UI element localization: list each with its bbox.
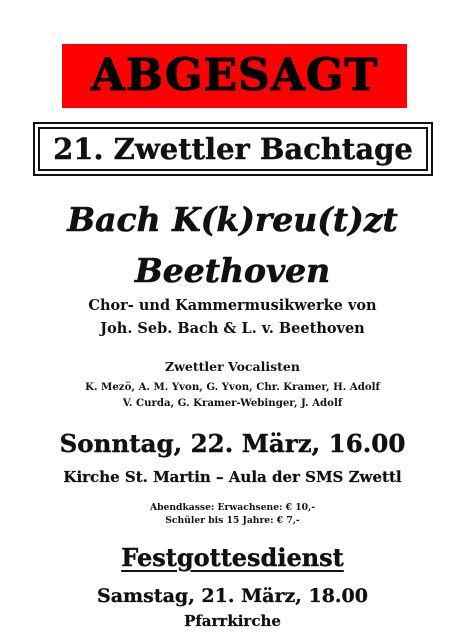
concert-venue: Kirche St. Martin – Aula der SMS Zwettl [63, 468, 402, 486]
service-place: Pfarrkirche [184, 612, 281, 630]
festival-title-box [33, 122, 433, 176]
concert-title-line-2: Beethoven [134, 251, 331, 290]
concert-title-line-1: Bach K(k)reu(t)zt [67, 200, 398, 239]
concert-date: Sonntag, 22. März, 16.00 [59, 429, 406, 458]
program-subtitle-line-1: Chor- und Kammermusikwerke von [88, 297, 377, 314]
ticket-price-adults: Abendkasse: Erwachsene: € 10,- [149, 502, 316, 513]
cancelled-banner [62, 44, 407, 108]
ensemble-members-line-2: V. Curda, G. Kramer-Webinger, J. Adolf [122, 397, 343, 409]
cancelled-label: ABGESAGT [90, 50, 379, 101]
ticket-price-students: Schüler bis 15 Jahre: € 7,- [165, 515, 300, 526]
ensemble-name: Zwettler Vocalisten [165, 359, 300, 374]
festival-title: 21. Zwettler Bachtage [53, 131, 413, 166]
service-date: Samstag, 21. März, 18.00 [97, 585, 368, 607]
program-subtitle-line-2: Joh. Seb. Bach & L. v. Beethoven [100, 320, 365, 337]
festival-title-inner-frame [38, 127, 428, 171]
ensemble-members-line-1: K. Mezö, A. M. Yvon, G. Yvon, Chr. Kramer, H. Adolf [85, 381, 380, 393]
service-title: Festgottesdienst [121, 543, 344, 572]
